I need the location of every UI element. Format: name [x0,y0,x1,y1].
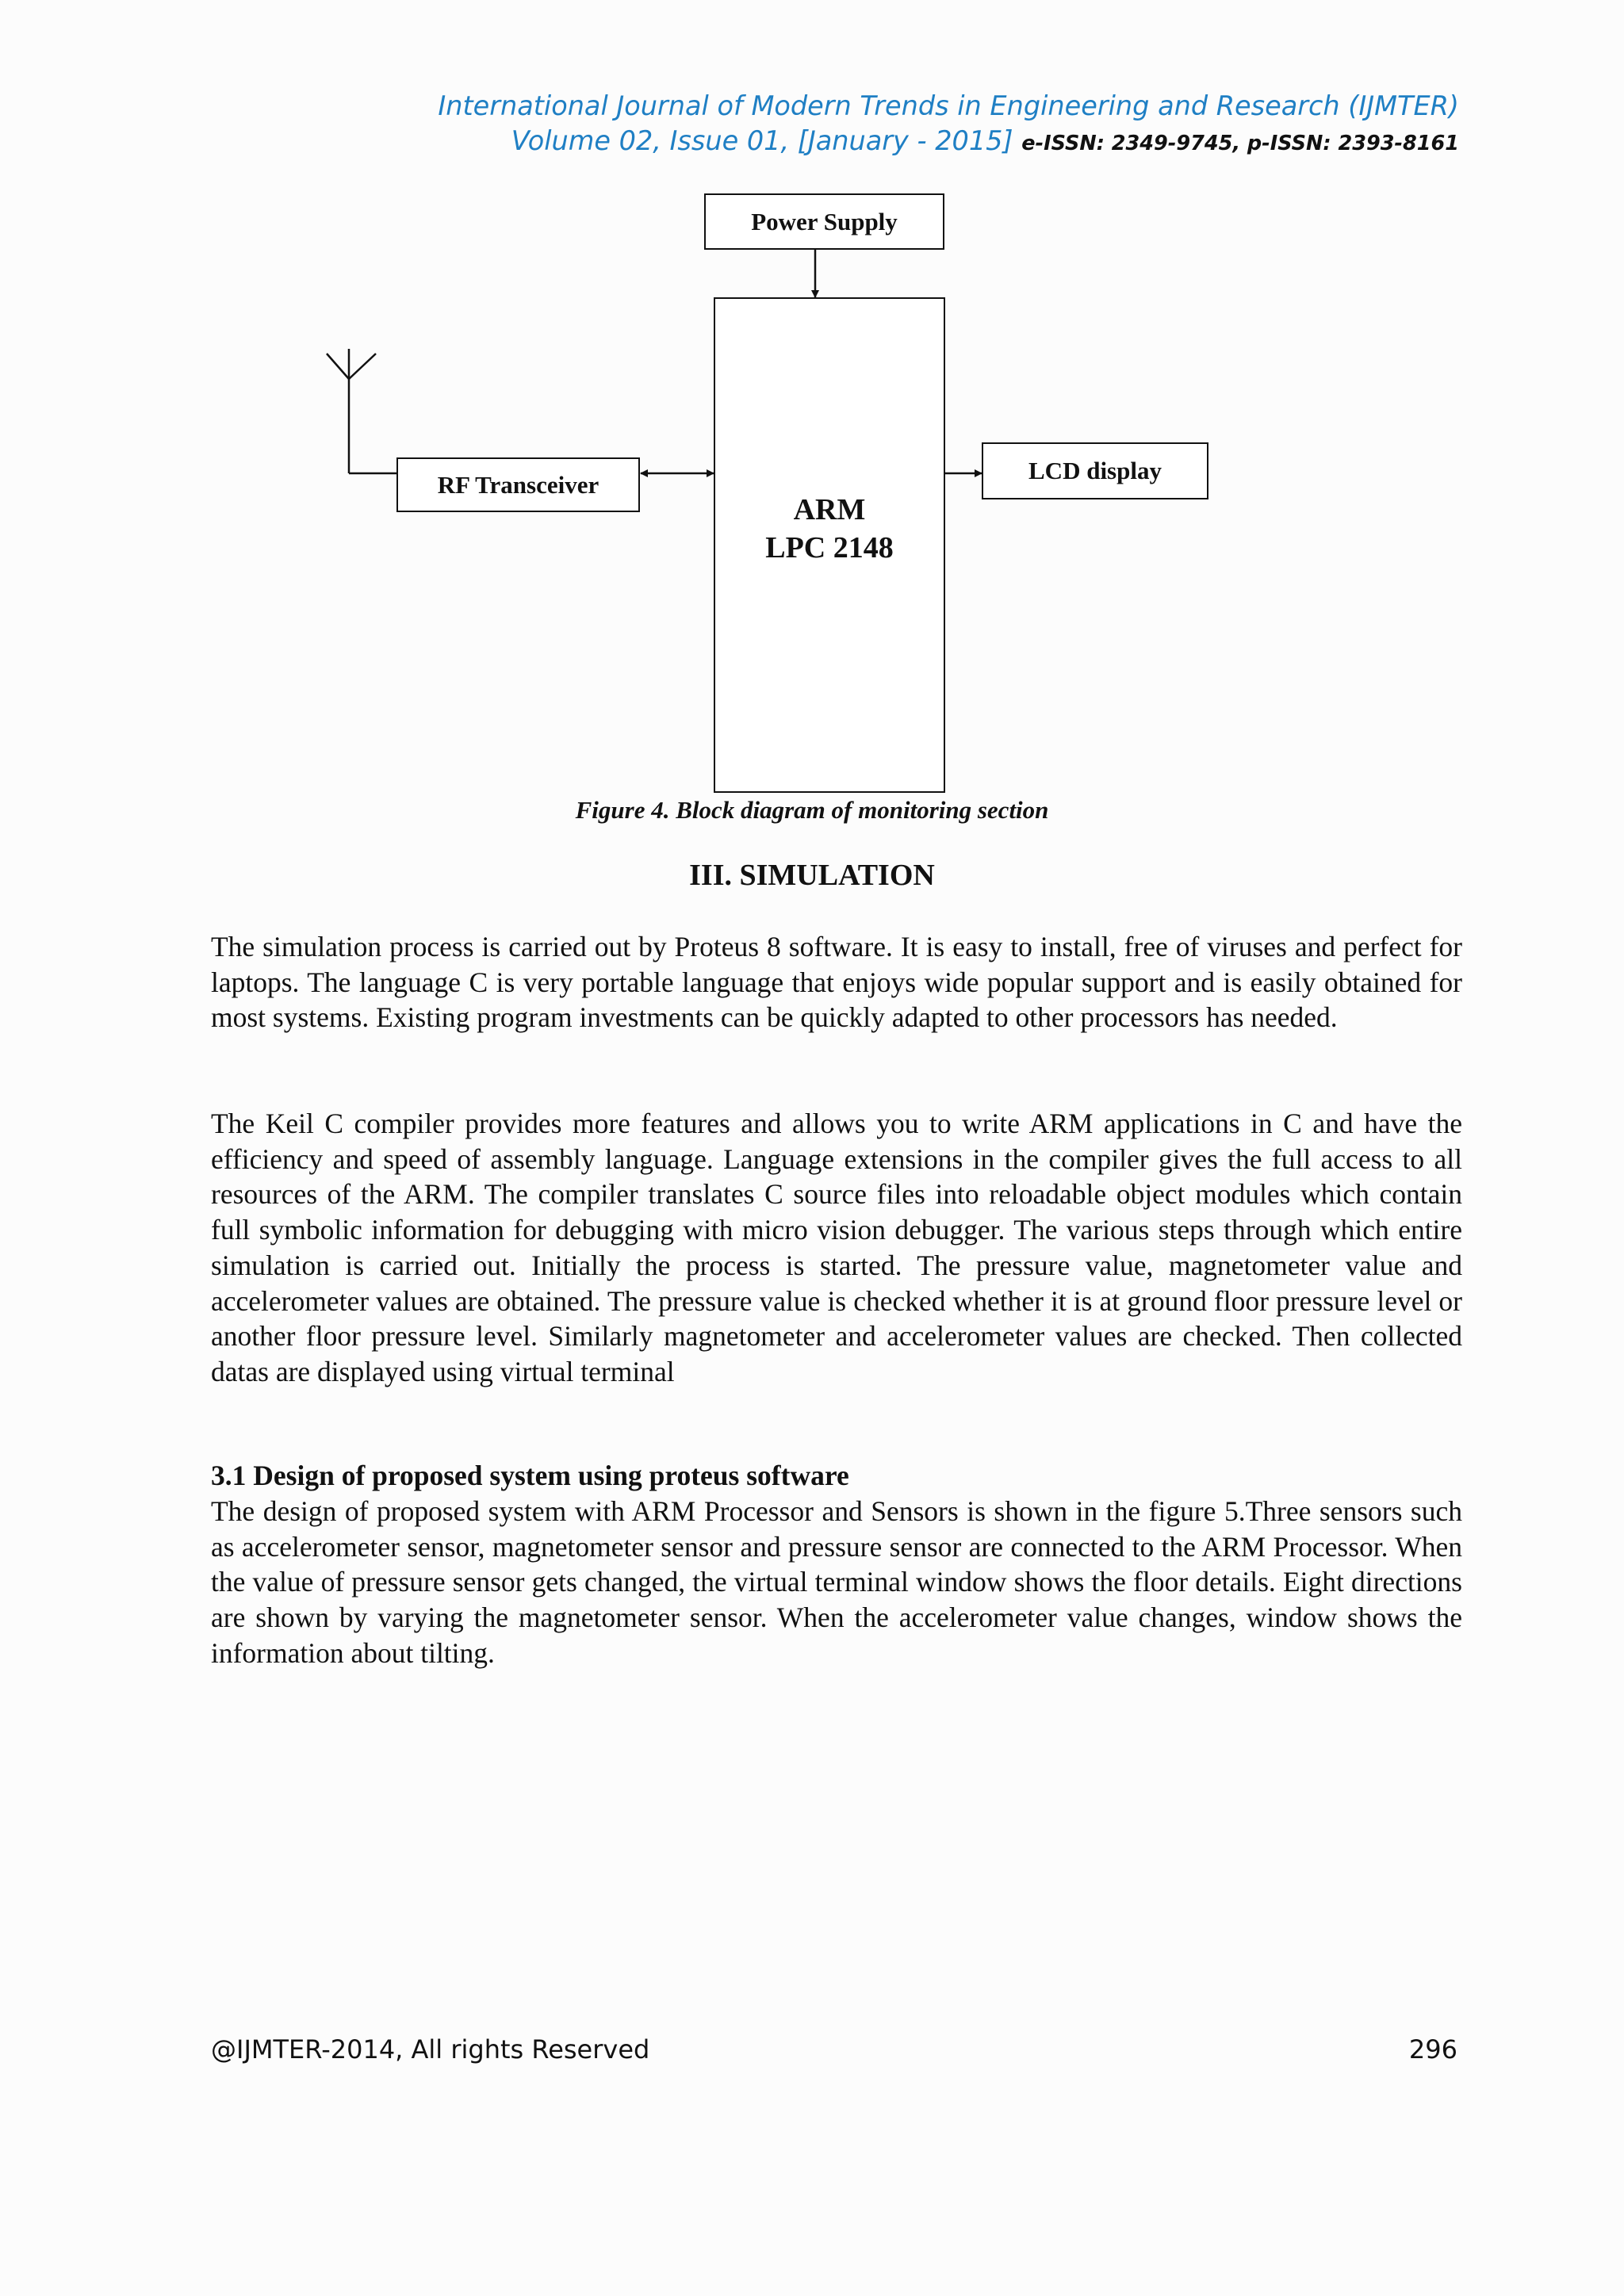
arm-block [714,297,945,793]
rf-transceiver-label: RF Transceiver [437,470,599,499]
page-number: 296 [1408,2034,1457,2064]
journal-title: International Journal of Modern Trends in Engineering and Research (IJMTER) [438,90,1459,121]
arm-label: ARM [793,493,866,526]
paragraph-3: The design of proposed system with ARM Processor and Sensors is shown in the figure 5.Three sensors such as accelerometer sensor, magnetometer sensor and pressure sensor are connected to the ARM Processor. When the value of pressure sensor gets changed, the virtual terminal window shows the floor details. Eight directions are shown by varying the magnetometer sensor. When the accelerometer value changes, window shows the information about tilting. [211,1495,1462,1669]
lcd-display-label: LCD display [1028,457,1162,484]
block-diagram [0,0,1624,840]
power-supply-block [704,193,944,250]
lcd-display-block [982,442,1208,499]
footer-copyright: @IJMTER-2014, All rights Reserved [211,2034,650,2064]
power-supply-label: Power Supply [751,207,898,235]
section-heading: III. SIMULATION [689,859,935,892]
arm-model-label: LPC 2148 [765,531,894,564]
rf-transceiver-block [396,457,640,512]
subsection-heading: 3.1 Design of proposed system using proteus software [211,1460,849,1491]
paragraph-2: The Keil C compiler provides more features and allows you to write ARM applications in C and have the efficiency and speed of assembly language. Language extensions in the compiler gives the full access to all resources of the ARM. The compiler translates C source files into reloadable object modules which contain full symbolic information for debugging with micro vision debugger. The various steps through which entire simulation is carried out. Initially the process is started. The pressure value, magnetometer value and accelerometer values are obtained. The pressure value is checked whether it is at ground floor pressure level or another floor pressure level. Similarly magnetometer and accelerometer values are checked. Then collected datas are displayed using virtual terminal [211,1108,1462,1387]
journal-volume: Volume 02, Issue 01, [January - 2015] [511,125,1013,156]
journal-issn: e-ISSN: 2349-9745, p-ISSN: 2393-8161 [1021,132,1459,155]
antenna-icon [327,349,396,473]
figure-caption: Figure 4. Block diagram of monitoring section [575,796,1049,824]
paragraph-1: The simulation process is carried out by Proteus 8 software. It is easy to install, free of viruses and perfect for laptops. The language C is very portable language that enjoys wide popular support and is easily obtained for most systems. Existing program investments can be quickly adapted to other processors has needed. [211,931,1462,1034]
